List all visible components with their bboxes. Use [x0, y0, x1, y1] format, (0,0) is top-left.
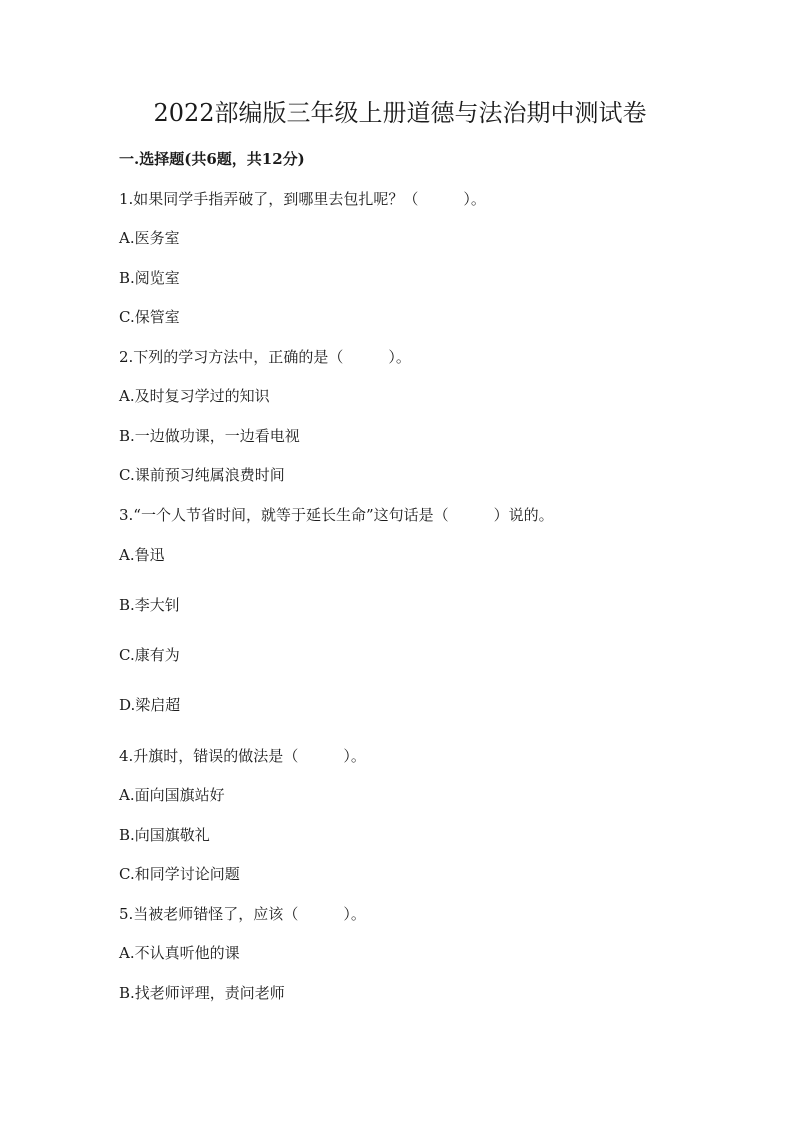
- question-3-stem: 3.“一个人节省时间，就等于延长生命”这句话是（ ）说的。: [119, 506, 554, 524]
- question-3-option-a: A.鲁迅: [119, 546, 165, 564]
- question-1-option-b: B.阅览室: [119, 269, 180, 287]
- question-5-option-a: A.不认真听他的课: [119, 944, 240, 962]
- question-1-stem: 1.如果同学手指弄破了，到哪里去包扎呢？（ ）。: [119, 190, 486, 208]
- question-4-option-c: C.和同学讨论问题: [119, 865, 240, 883]
- question-3-option-d: D.梁启超: [119, 696, 181, 714]
- question-4-option-a: A.面向国旗站好: [119, 786, 225, 804]
- question-3-option-b: B.李大钊: [119, 596, 180, 614]
- question-5-option-b: B.找老师评理，责问老师: [119, 984, 285, 1002]
- question-2-option-c: C.课前预习纯属浪费时间: [119, 466, 285, 484]
- question-5-stem: 5.当被老师错怪了，应该（ ）。: [119, 905, 366, 923]
- question-2-option-a: A.及时复习学过的知识: [119, 387, 270, 405]
- question-2-option-b: B.一边做功课，一边看电视: [119, 427, 300, 445]
- question-2-stem: 2.下列的学习方法中，正确的是（ ）。: [119, 348, 411, 366]
- question-1-option-c: C.保管室: [119, 308, 180, 326]
- question-4-stem: 4.升旗时，错误的做法是（ ）。: [119, 747, 366, 765]
- section-heading: 一.选择题(共6题，共12分): [119, 150, 305, 168]
- question-4-option-b: B.向国旗敬礼: [119, 826, 210, 844]
- question-3-option-c: C.康有为: [119, 646, 180, 664]
- exam-title: 2022部编版三年级上册道德与法治期中测试卷: [153, 99, 647, 127]
- question-1-option-a: A.医务室: [119, 229, 180, 247]
